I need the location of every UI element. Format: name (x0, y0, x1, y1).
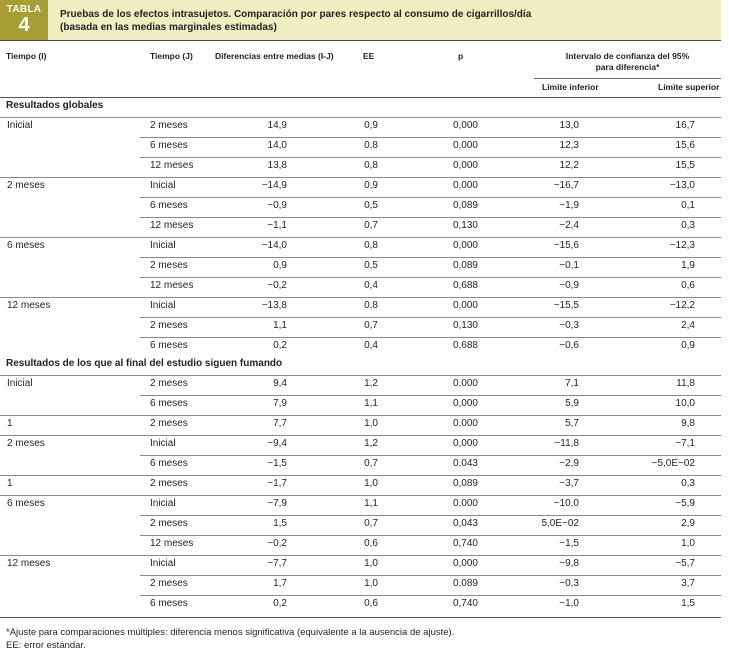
cell-ee: 1,2 (364, 438, 378, 449)
cell-limite-inferior: 5,7 (565, 418, 579, 429)
table-row (0, 197, 721, 217)
cell-tiempo-j: 12 meses (150, 538, 194, 549)
cell-limite-inferior: −15,6 (553, 240, 579, 251)
table-row (0, 297, 721, 317)
table-row (0, 595, 721, 615)
table-header (0, 0, 721, 41)
cell-limite-inferior: −1,9 (559, 200, 579, 211)
table-title-line-1: Pruebas de los efectos intrasujetos. Comparación por pares respecto al consumo de cigarrillos/día (60, 9, 532, 20)
cell-limite-inferior: 12,2 (559, 160, 579, 171)
cell-ee: 0,6 (364, 538, 378, 549)
table-row (0, 515, 721, 535)
table-bottom-rule (0, 617, 721, 618)
cell-tiempo-i: 12 meses (7, 300, 51, 311)
col-header-limite-superior: Límite superior (658, 82, 720, 92)
cell-p: 0,000 (452, 180, 478, 191)
cell-limite-inferior: 12,3 (559, 140, 579, 151)
footnote-ee: EE: error estándar. (6, 640, 86, 651)
col-header-tiempo-i: Tiempo (I) (6, 51, 47, 61)
cell-limite-inferior: −0,3 (559, 578, 579, 589)
cell-limite-superior: 0,6 (681, 280, 695, 291)
cell-diferencia: −9,4 (267, 438, 287, 449)
table-row (0, 177, 721, 197)
cell-p: 0,000 (452, 378, 478, 389)
table-row (0, 535, 721, 555)
cell-tiempo-i: Inicial (7, 120, 33, 131)
cell-tiempo-i: 2 meses (7, 180, 45, 191)
table-number: 4 (18, 14, 30, 36)
cell-limite-inferior: 7,1 (565, 378, 579, 389)
cell-p: 0,043 (452, 458, 478, 469)
cell-ee: 0,5 (364, 200, 378, 211)
table-row (0, 157, 721, 177)
cell-limite-superior: −5,7 (675, 558, 695, 569)
cell-limite-inferior: −0,1 (559, 260, 579, 271)
cell-tiempo-i: 6 meses (7, 240, 45, 251)
col-header-diferencias: Diferencias entre medias (I-J) (215, 51, 334, 61)
cell-limite-superior: −5,9 (675, 498, 695, 509)
cell-p: 0,000 (452, 240, 478, 251)
cell-tiempo-j: 6 meses (150, 398, 188, 409)
col-header-limite-inferior: Límite inferior (542, 82, 599, 92)
ci-header-rule (534, 78, 721, 79)
cell-p: 0,000 (452, 398, 478, 409)
cell-diferencia: 1,1 (273, 320, 287, 331)
table-row (0, 217, 721, 237)
cell-limite-superior: 1,9 (681, 260, 695, 271)
cell-limite-superior: 15,5 (675, 160, 695, 171)
cell-p: 0,740 (452, 598, 478, 609)
cell-tiempo-j: 6 meses (150, 458, 188, 469)
cell-diferencia: 7,7 (273, 418, 287, 429)
cell-p: 0,740 (452, 538, 478, 549)
cell-limite-superior: 0,3 (681, 220, 695, 231)
cell-limite-inferior: 5,0E−02 (541, 518, 579, 529)
cell-p: 0,000 (452, 300, 478, 311)
cell-diferencia: −0,9 (267, 200, 287, 211)
cell-diferencia: −13,8 (261, 300, 287, 311)
cell-ee: 1,2 (364, 378, 378, 389)
cell-tiempo-j: 2 meses (150, 260, 188, 271)
cell-tiempo-i: 2 meses (7, 438, 45, 449)
cell-diferencia: 0,2 (273, 340, 287, 351)
cell-ee: 0,9 (364, 120, 378, 131)
table-row (0, 337, 721, 357)
cell-limite-superior: 9,8 (681, 418, 695, 429)
cell-ee: 0,8 (364, 240, 378, 251)
cell-tiempo-j: 2 meses (150, 578, 188, 589)
table-label-box (0, 0, 48, 40)
cell-tiempo-j: 2 meses (150, 378, 188, 389)
section-title: Resultados de los que al final del estudio siguen fumando (6, 358, 283, 369)
cell-tiempo-j: 2 meses (150, 320, 188, 331)
cell-tiempo-i: 1 (7, 478, 13, 489)
cell-ee: 0,9 (364, 180, 378, 191)
cell-tiempo-j: 12 meses (150, 160, 194, 171)
cell-p: 0,000 (452, 418, 478, 429)
cell-ee: 0,7 (364, 458, 378, 469)
cell-limite-inferior: −10,0 (553, 498, 579, 509)
cell-p: 0,000 (452, 140, 478, 151)
cell-limite-superior: 2,4 (681, 320, 695, 331)
cell-tiempo-j: Inicial (150, 240, 176, 251)
cell-p: 0,130 (452, 320, 478, 331)
cell-limite-inferior: −15,5 (553, 300, 579, 311)
cell-limite-superior: 10,0 (675, 398, 695, 409)
section-title: Resultados globales (6, 100, 104, 111)
table-row (0, 475, 721, 495)
footnote-adjustment: *Ajuste para comparaciones múltiples: diferencia menos significativa (equivalente a la ausencia de ajuste). (6, 627, 455, 638)
cell-limite-superior: −7,1 (675, 438, 695, 449)
cell-ee: 0,8 (364, 300, 378, 311)
cell-limite-superior: 3,7 (681, 578, 695, 589)
col-header-ci-line-2: para diferencia* (595, 62, 660, 72)
cell-limite-inferior: −2,9 (559, 458, 579, 469)
cell-limite-inferior: −9,8 (559, 558, 579, 569)
cell-tiempo-j: Inicial (150, 180, 176, 191)
cell-ee: 1,0 (364, 418, 378, 429)
cell-p: 0,688 (452, 280, 478, 291)
cell-limite-superior: −12,2 (669, 300, 695, 311)
cell-limite-superior: 1,0 (681, 538, 695, 549)
table-row (0, 317, 721, 337)
cell-ee: 0,7 (364, 320, 378, 331)
cell-limite-inferior: −1,5 (559, 538, 579, 549)
cell-limite-superior: −12,3 (669, 240, 695, 251)
header-bottom-rule (0, 97, 721, 98)
cell-ee: 0,8 (364, 160, 378, 171)
cell-tiempo-j: Inicial (150, 558, 176, 569)
table-row (0, 257, 721, 277)
cell-limite-superior: 15,6 (675, 140, 695, 151)
cell-ee: 0,6 (364, 598, 378, 609)
cell-tiempo-j: 2 meses (150, 418, 188, 429)
cell-tiempo-j: Inicial (150, 300, 176, 311)
cell-diferencia: 1,7 (273, 578, 287, 589)
cell-tiempo-i: 6 meses (7, 498, 45, 509)
cell-diferencia: −0,2 (267, 280, 287, 291)
table-title-line-2: (basada en las medias marginales estimadas) (60, 22, 277, 33)
cell-ee: 1,1 (364, 498, 378, 509)
table-label-word: TABLA (6, 4, 42, 15)
cell-limite-inferior: 13,0 (559, 120, 579, 131)
cell-p: 0,000 (452, 438, 478, 449)
cell-diferencia: −1,1 (267, 220, 287, 231)
table-row (0, 395, 721, 415)
table-row (0, 137, 721, 157)
cell-p: 0,089 (452, 260, 478, 271)
cell-ee: 1,0 (364, 578, 378, 589)
cell-diferencia: −14,9 (261, 180, 287, 191)
cell-p: 0,000 (452, 120, 478, 131)
cell-ee: 1,0 (364, 558, 378, 569)
cell-limite-superior: 16,7 (675, 120, 695, 131)
table-row (0, 375, 721, 395)
col-header-p: p (458, 51, 464, 61)
cell-ee: 0,4 (364, 280, 378, 291)
cell-diferencia: 1,5 (273, 518, 287, 529)
table-row (0, 555, 721, 575)
cell-limite-inferior: −11,8 (554, 438, 579, 449)
table-row (0, 277, 721, 297)
cell-ee: 0,7 (364, 518, 378, 529)
cell-limite-inferior: −0,3 (559, 320, 579, 331)
cell-tiempo-j: 6 meses (150, 140, 188, 151)
cell-tiempo-i: 1 (7, 418, 13, 429)
cell-p: 0,130 (452, 220, 478, 231)
cell-diferencia: −14,0 (261, 240, 287, 251)
col-header-tiempo-j: Tiempo (J) (150, 51, 193, 61)
table-row (0, 495, 721, 515)
table-row (0, 575, 721, 595)
cell-diferencia: 14,9 (267, 120, 287, 131)
cell-limite-inferior: −3,7 (559, 478, 579, 489)
cell-limite-superior: 11,8 (676, 378, 695, 389)
cell-ee: 1,1 (364, 398, 378, 409)
cell-ee: 0,8 (364, 140, 378, 151)
cell-diferencia: 14,0 (267, 140, 287, 151)
cell-limite-inferior: −1,0 (559, 598, 579, 609)
cell-tiempo-j: 2 meses (150, 518, 188, 529)
cell-tiempo-j: 12 meses (150, 280, 194, 291)
cell-ee: 0,5 (364, 260, 378, 271)
cell-p: 0,089 (452, 578, 478, 589)
cell-diferencia: 7,9 (273, 398, 287, 409)
cell-tiempo-j: 12 meses (150, 220, 194, 231)
cell-p: 0,000 (452, 558, 478, 569)
cell-limite-superior: 0,1 (681, 200, 695, 211)
cell-limite-superior: 0,9 (681, 340, 695, 351)
cell-diferencia: −1,7 (267, 478, 287, 489)
cell-tiempo-j: 6 meses (150, 200, 188, 211)
cell-limite-superior: 0,3 (681, 478, 695, 489)
cell-p: 0,043 (452, 518, 478, 529)
cell-p: 0,000 (452, 160, 478, 171)
col-header-ee: EE (363, 51, 375, 61)
cell-p: 0,000 (452, 498, 478, 509)
cell-tiempo-j: 2 meses (150, 120, 188, 131)
cell-p: 0,089 (452, 478, 478, 489)
cell-limite-inferior: −0,9 (559, 280, 579, 291)
cell-diferencia: −7,7 (267, 558, 287, 569)
cell-limite-inferior: 5,9 (565, 398, 579, 409)
cell-limite-superior: 2,9 (681, 518, 695, 529)
cell-limite-superior: −13,0 (669, 180, 695, 191)
cell-limite-superior: −5,0E−02 (651, 458, 695, 469)
cell-limite-inferior: −16,7 (553, 180, 579, 191)
cell-tiempo-j: 6 meses (150, 598, 188, 609)
cell-diferencia: 9,4 (273, 378, 287, 389)
cell-tiempo-j: Inicial (150, 498, 176, 509)
cell-p: 0,089 (452, 200, 478, 211)
cell-ee: 0,7 (364, 220, 378, 231)
cell-ee: 1,0 (364, 478, 378, 489)
cell-limite-superior: 1,5 (681, 598, 695, 609)
cell-diferencia: −1,5 (267, 458, 287, 469)
cell-diferencia: 13,8 (267, 160, 287, 171)
cell-diferencia: 0,2 (273, 598, 287, 609)
table-row (0, 415, 721, 435)
cell-p: 0,688 (452, 340, 478, 351)
table-row (0, 455, 721, 475)
cell-diferencia: 0,9 (273, 260, 287, 271)
cell-tiempo-j: 6 meses (150, 340, 188, 351)
cell-tiempo-i: Inicial (7, 378, 33, 389)
table-row (0, 435, 721, 455)
cell-ee: 0,4 (364, 340, 378, 351)
cell-limite-inferior: −2,4 (559, 220, 579, 231)
col-header-ci-line-1: Intervalo de confianza del 95% (565, 51, 690, 61)
cell-tiempo-j: Inicial (150, 438, 176, 449)
cell-diferencia: −0,2 (267, 538, 287, 549)
cell-tiempo-i: 12 meses (7, 558, 51, 569)
cell-diferencia: −7,9 (267, 498, 287, 509)
table-row (0, 237, 721, 257)
cell-tiempo-j: 2 meses (150, 478, 188, 489)
cell-limite-inferior: −0,6 (559, 340, 579, 351)
table-row (0, 117, 721, 137)
